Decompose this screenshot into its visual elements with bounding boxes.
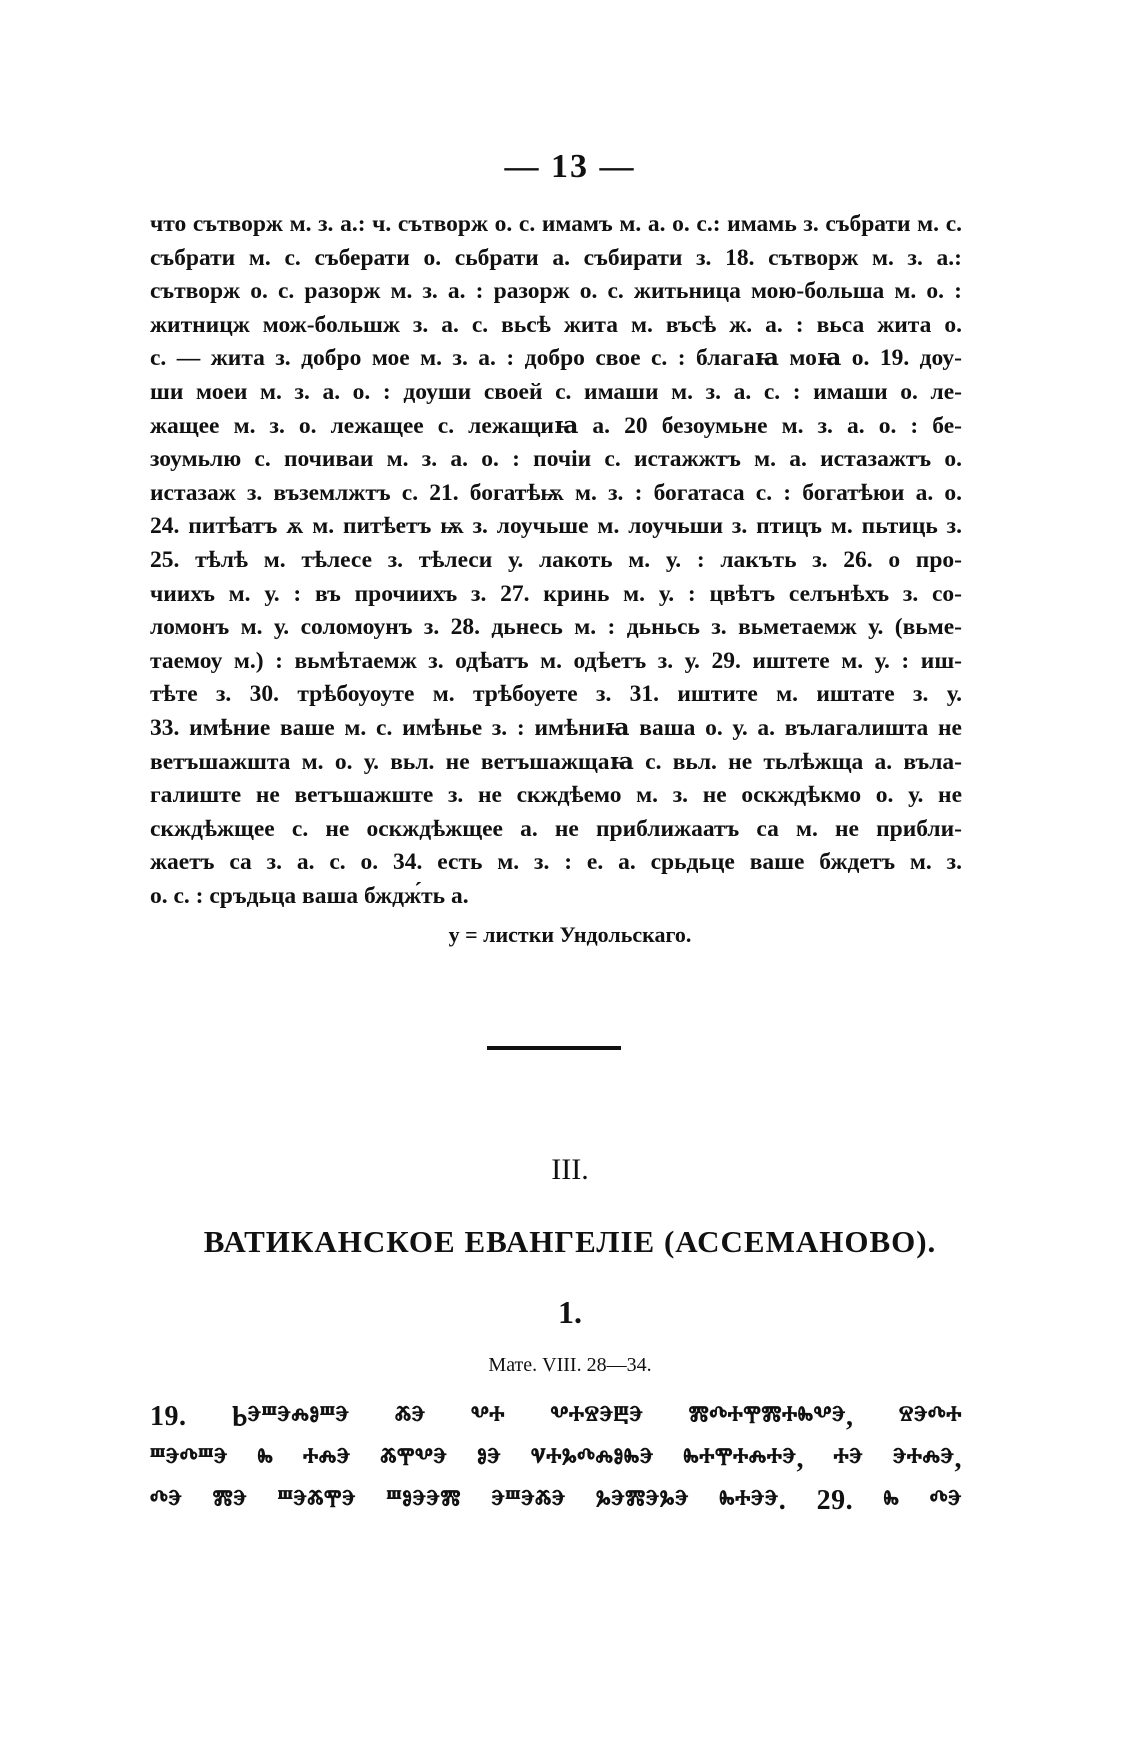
apparatus-line: 33. имѣние ваше м. с. имѣнье з. : имѣниꙗ ваша о. у. а. вълагалишта не	[150, 714, 962, 741]
apparatus-line: истазаж з. въземлжтъ с. 21. богатѣѭ м. з. : богатаса с. : богатѣюи а. о.	[150, 479, 962, 506]
section-divider	[487, 1046, 621, 1050]
section-number: III.	[551, 1153, 589, 1186]
apparatus-line: таемоу м.) : вьмѣтаемж з. одѣатъ м. одѣетъ з. у. 29. иштете м. у. : иш-	[150, 647, 962, 674]
apparatus-line: 25. тѣлѣ м. тѣлесе з. тѣлеси у. лакоть м. у. : лакъть з. 26. о про-	[150, 546, 962, 573]
part-number: 1.	[558, 1294, 582, 1330]
glagolitic-text	[150, 1396, 962, 1522]
apparatus-line: житницж мож-большж з. а. с. вьсѣ жита м. въсѣ ж. а. : вьса жита о.	[150, 311, 962, 338]
scripture-reference: Мате. VIII. 28—34.	[488, 1354, 652, 1376]
critical-apparatus	[150, 208, 962, 913]
apparatus-line: ши моеи м. з. а. о. : доуши своей с. имаши м. з. а. с. : имаши о. ле-	[150, 378, 962, 405]
apparatus-line: 24. питѣатъ ѫ м. питѣетъ ѭ з. лоучьше м. лоучьши з. птицъ м. пьтиць з.	[150, 513, 962, 540]
section-title: ВАТИКАНСКОЕ ЕВАНГЕЛІЕ (АССЕМАНОВО).	[203, 1224, 937, 1259]
apparatus-line: галиште не ветъшажште з. не скждѣемо м. з. не оскждѣкмо о. у. не	[150, 782, 962, 809]
glagolitic-line: 19. Ⱃⰵⱎⰵⰾⱁⱎⰵ ⰶⰵ ⰲⰰ ⰲⰰⱄⰵⰱⰵ ⰿⰴⰰⰹⰿⰰⰸⰲⰵ, ⱄⰵⰴⰰ	[150, 1401, 962, 1432]
apparatus-line: с. — жита з. добро мое м. з. а. : добро свое с. : благаꙗ моꙗ о. 19. доу-	[150, 345, 962, 372]
apparatus-line: зоумьлю с. почиваи м. з. а. о. : почiи с. истажжтъ м. а. истазажтъ о.	[150, 446, 962, 473]
apparatus-line: что сътворж м. з. а.: ч. сътворж о. с. имамъ м. а. о. с.: имамь з. събрати м. с.	[150, 211, 962, 237]
apparatus-line: скждѣжщее с. не оскждѣжщее а. не приближаатъ са м. не прибли-	[150, 815, 962, 842]
page-number: — 13 —	[504, 148, 636, 185]
apparatus-line: ветъшажшта м. о. у. вьл. не ветъшажщаꙗ с. вьл. не тьлѣжща а. вълa-	[150, 748, 962, 775]
apparatus-line: о. с. : сръдьца ваша бждж́ть а.	[150, 882, 469, 909]
apparatus-line: жаетъ са з. а. с. о. 34. есть м. з. : е. а. срьдьце ваше бждетъ м. з.	[150, 849, 962, 876]
apparatus-line: събрати м. с. съберати о. сьбрати а. събирати з. 18. сътворж м. з. а.:	[150, 244, 962, 271]
apparatus-line: сътворж о. с. разорж м. з. а. : разорж о. с. житьница мою-больша м. о. :	[150, 278, 962, 305]
apparatus-line: жащее м. з. о. лежащее с. лежащиꙗ а. 20 безоумьне м. з. а. о. : бе-	[150, 412, 962, 439]
apparatus-line: тѣте з. 30. трѣбоуоуте м. трѣбоуете з. 31. иштите м. иштате з. у.	[150, 681, 962, 708]
glagolitic-line: ⰴⰵ ⰿⰵ ⱎⰵⰶⰹⰵ ⱎⱁⰵⰵⰿ ⰵⱎⰵⰶⰵ ⰳⰵⰿⰵⰳⰵ ⰸⰰⰵⰵ. 29. ⰸ ⰴⰵ	[150, 1485, 962, 1516]
apparatus-line: ломонъ м. у. соломоунъ з. 28. дьнесь м. : дьньсь з. вьметаемж у. (вьме-	[150, 614, 962, 641]
apparatus-line: чиихъ м. у. : въ прочиихъ з. 27. кринь м. у. : цвѣтъ селънѣхъ з. со-	[150, 580, 962, 607]
footnote: у = листки Ундольскаго.	[448, 922, 692, 947]
glagolitic-line: ⱎⰵⰴⱎⰵ ⰸ ⰰⰾⰵ ⰶⰹⰲⰵ ⱁⰵ ⱌⰰⰳⰴⰾⱁⰸⰵ ⰸⰰⰹⰰⰾⰰⰵ, ⰰⰵ ⰵⰰⰾⰵ,	[150, 1443, 962, 1474]
